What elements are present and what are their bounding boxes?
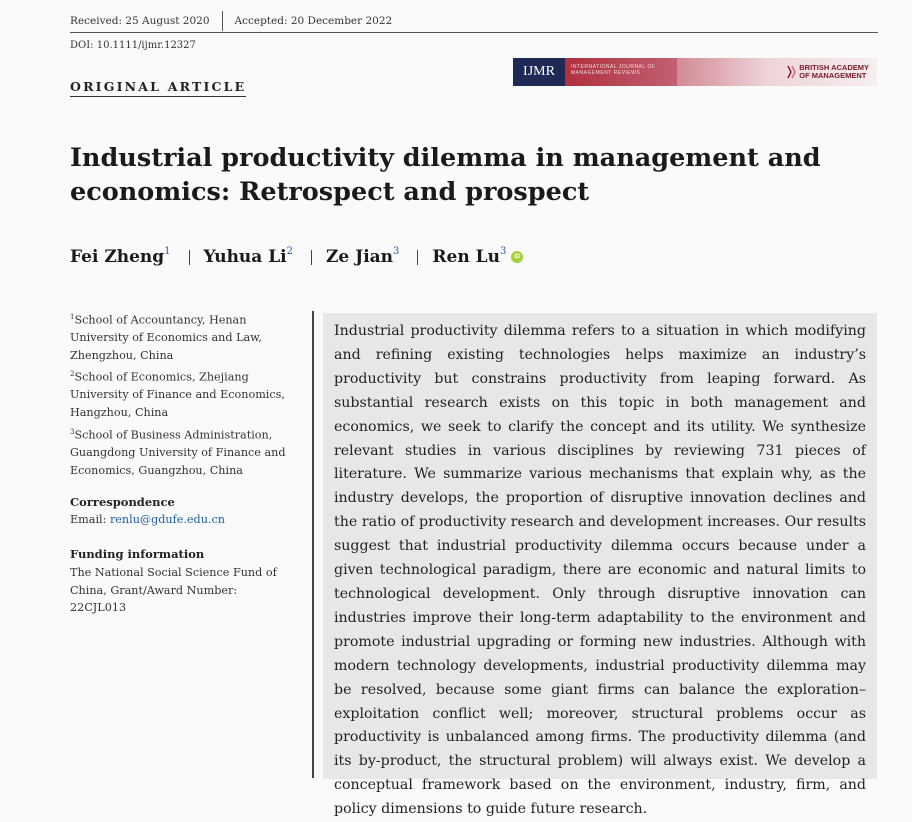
affiliation-2: [70, 366, 290, 421]
funding-text: The National Social Science Fund of China, Grant/Award Number: 22CJL013: [70, 566, 277, 614]
affiliation-text: School of Accountancy, Henan University of Economics and Law, Zhengzhou, China: [70, 313, 262, 362]
author-list: [70, 247, 523, 267]
journal-logo: IJMR: [513, 58, 565, 86]
email-link[interactable]: renlu@gdufe.edu.cn: [109, 513, 225, 526]
banner-fade: [677, 58, 877, 86]
author-name: Fei Zheng: [70, 247, 165, 267]
correspondence-email-line: [70, 511, 300, 529]
article-type: ORIGINAL ARTICLE: [70, 79, 246, 97]
email-label: Email:: [70, 513, 110, 526]
author-affiliation-ref[interactable]: 1: [164, 246, 171, 258]
author-4[interactable]: [432, 247, 506, 267]
abstract: Industrial productivity dilemma refers to a situation in which modifying and refining existing technologies helps maximize an industry’s productivity but constrains productivity from leaping forward. As substantial research exists on this topic in both management and economics, we seek to clarify the concept and its utility. We synthesize relevant studies in various disciplines by reviewing 731 pieces of literature. We summarize various mechanisms that explain why, as the industry develops, the proportion of disruptive innovation declines and the ratio of productivity research and development increases. Our results suggest that industrial productivity dilemma occurs because under a given technological paradigm, there are economic and natural limits to technological development. Only through disruptive innovation can industries improve their long-term adaptability to the environment and promote industrial upgrading or forming new industries. Although with modern technology developments, industrial productivity dilemma may be resolved, because some giant firms can balance the exploration–exploitation conflict well; moreover, structural problems occur as productivity is unbalanced among firms. The productivity dilemma (and its by-product, the structural problem) will always exist. We develop a conceptual framework based on the environment, industry, firm, and policy dimensions to guide future research.: [323, 313, 877, 779]
society-logo: [787, 64, 869, 80]
author-separator: [311, 250, 312, 265]
affiliation-number: 3: [70, 428, 75, 436]
header-rule: [70, 32, 878, 33]
publication-dates: [70, 11, 392, 31]
author-name: Yuhua Li: [203, 247, 287, 267]
column-divider: [312, 311, 314, 778]
accepted-date: Accepted: 20 December 2022: [234, 15, 393, 27]
author-3[interactable]: [326, 247, 399, 267]
affiliation-3: [70, 424, 290, 479]
affiliation-number: 2: [70, 370, 75, 378]
affiliation-text: School of Economics, Zhejiang University of Finance and Economics, Hangzhou, China: [70, 370, 285, 419]
orcid-icon[interactable]: iD: [511, 251, 523, 263]
author-2[interactable]: [204, 247, 293, 267]
society-name-line2: OF MANAGEMENT: [799, 71, 867, 80]
author-1[interactable]: [70, 247, 171, 267]
author-name: Ze Jian: [326, 247, 394, 267]
doi[interactable]: DOI: 10.1111/ijmr.12327: [70, 40, 196, 51]
affiliation-number: 1: [70, 313, 75, 321]
affiliation-text: School of Business Administration, Guangdong University of Finance and Economics, Guangzhou, China: [70, 428, 286, 477]
affiliation-1: [70, 309, 290, 364]
date-separator: [222, 11, 223, 31]
paper-title: Industrial productivity dilemma in management and economics: Retrospect and prospect: [70, 143, 821, 207]
correspondence-heading: Correspondence: [70, 495, 175, 509]
society-emblem-icon: [787, 65, 796, 79]
society-name-line1: BRITISH ACADEMY: [799, 63, 869, 72]
journal-name: INTERNATIONAL JOURNAL OF MANAGEMENT REVIEWS: [565, 58, 677, 86]
author-affiliation-ref[interactable]: 3: [499, 246, 507, 258]
author-separator: [417, 250, 418, 265]
journal-banner[interactable]: [513, 58, 877, 86]
author-affiliation-ref[interactable]: 3: [393, 246, 400, 258]
received-date: Received: 25 August 2020: [70, 15, 210, 27]
author-name: Ren Lu: [432, 247, 500, 267]
author-affiliation-ref[interactable]: 2: [286, 246, 294, 258]
author-separator: [189, 250, 190, 265]
funding-heading: Funding information: [70, 547, 205, 561]
